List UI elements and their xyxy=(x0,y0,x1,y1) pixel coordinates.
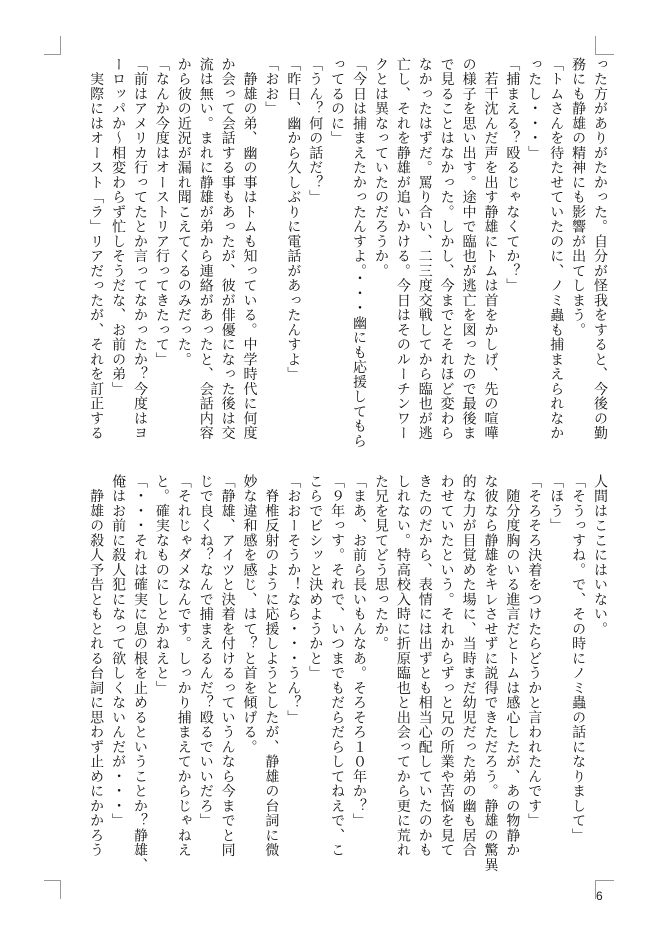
text-line: 人間はここにはいない。 xyxy=(592,474,608,637)
text-line: 「今日は捕まえたかったんすよ。・・・幽にも応援してもら xyxy=(351,57,368,449)
text-line: こらでビシッと決めようかと」 xyxy=(307,474,324,681)
text-line: 「うん？何の話だ？」 xyxy=(307,57,324,205)
text-line: 「静雄、アイツと決着を付けるっていうんなら今までと同 xyxy=(219,474,236,858)
text-line: 随分度胸のいる進言だとトムは感心したが、あの物静か xyxy=(504,474,521,858)
text-line: ーロッパか～相変わらず忙しそうだな、お前の弟」 xyxy=(110,57,127,397)
text-line: 「トムさんを待たせていたのに、ノミ蟲も捕まえられなか xyxy=(548,57,565,441)
text-line: 実際にはオースト「ラ」リアだったが、それを訂正する xyxy=(88,57,105,441)
text-line: 静雄の殺人予告ともとれる台詞に思わず止めにかかろう xyxy=(88,474,105,858)
text-line: なかったはずだ。罵り合い、二三度交戦してから臨也が逃 xyxy=(416,57,433,441)
text-block-bottom xyxy=(84,474,610,884)
text-line: しれない。特高校入時に折原臨也と出会ってから更に荒れ xyxy=(394,474,411,858)
text-line: ったし・・・」 xyxy=(526,57,543,161)
text-line: 的な力が目覚めた場に、当時まだ幼児だった弟の幽も居合 xyxy=(460,474,477,858)
text-line: 若干沈んだ声を出す静雄にトムは首をかしげ、先の喧嘩 xyxy=(482,57,499,441)
text-line: な彼なら静雄をキレさせずに説得できただろう。静雄の驚異 xyxy=(482,474,499,873)
crop-mark-top-right xyxy=(595,36,614,55)
text-line: 妙な違和感を感じ、はて？と首を傾げる。 xyxy=(241,474,258,755)
text-line: 流は無い。まれに静雄が弟から連絡があったと、会話内容 xyxy=(197,57,214,441)
text-line: った方がありがたかった。自分が怪我をすると、今後の勤 xyxy=(592,57,608,441)
text-line: 「捕まえる？殴るじゃなくてか？」 xyxy=(504,57,521,293)
crop-mark-bottom-left xyxy=(44,880,61,899)
text-line: わせていたという。それからずっと兄の所業や苦悩を見て xyxy=(438,474,455,858)
text-line: の様子を思い出す。途中で臨也が逃亡を図ったので最後ま xyxy=(460,57,477,441)
text-line: 務にも静雄の精神にも影響が出てしまう。 xyxy=(570,57,587,338)
text-line: から彼の近況が漏れ聞こえてくるのみだった。 xyxy=(175,57,192,367)
text-line: 脊椎反射のように応援しようとしたが、静雄の台詞に微 xyxy=(263,474,280,858)
text-line: 「ほう」 xyxy=(548,474,565,533)
text-line: 「９年っす。それで、いつまでもだらだらしてねえで、こ xyxy=(329,474,346,858)
text-line: で見ることはなかった。しかし、今までとそれほど変わら xyxy=(438,57,455,441)
text-line: ってるのに」 xyxy=(329,57,346,146)
text-line: じで良くね？なんで捕まえるんだ？殴るでいいだろ」 xyxy=(197,474,214,828)
text-line: 「・・・それは確実に息の根を止めるということか？静雄、 xyxy=(131,474,148,873)
text-line: 「昨日、幽から久しぶりに電話があったんすよ」 xyxy=(285,57,302,382)
text-line: きたのだから、表情には出ずとも相当心配していたのかも xyxy=(416,474,433,858)
text-line: 静雄の弟、幽の事はトムも知っている。中学時代に何度 xyxy=(241,57,258,441)
text-line: 「前はアメリカ行ってたとか言ってなかったか？今度はヨ xyxy=(131,57,148,441)
text-line: クとは異なっていたのだろうか。 xyxy=(372,57,389,279)
text-line: 俺はお前に殺人犯になって欲しくないんだが・・・」 xyxy=(110,474,127,828)
page-number: 6 xyxy=(596,889,603,903)
text-line: 「そうっすね。で、その時にノミ蟲の話になりまして」 xyxy=(570,474,587,843)
text-line: 「なんか今度はオーストリア行ってきたって」 xyxy=(153,57,170,367)
text-line: 「まあ、お前ら長いもんなあ。そろそろ１０年か？」 xyxy=(351,474,368,828)
text-line: 「そろそろ決着をつけたらどうかと言われたんです」 xyxy=(526,474,543,828)
text-line: た兄を見てどう思ったか。 xyxy=(372,474,389,651)
text-line: か会って会話する事もあったが、彼が俳優になった後は交 xyxy=(219,57,236,441)
text-line: 「おお」 xyxy=(263,57,280,116)
text-block-top xyxy=(84,57,610,447)
text-line: 亡し、それを静雄が追いかける。今日はそのルーチンワー xyxy=(394,57,411,441)
crop-mark-top-left xyxy=(44,36,61,55)
text-line: 「おおーそうか！なら・・・うん？」 xyxy=(285,474,302,725)
text-line: と。確実なものにしとかねえと」 xyxy=(153,474,170,696)
text-line: 「それじゃダメなんです。しっかり捕まえてからじゃねえ xyxy=(175,474,192,858)
